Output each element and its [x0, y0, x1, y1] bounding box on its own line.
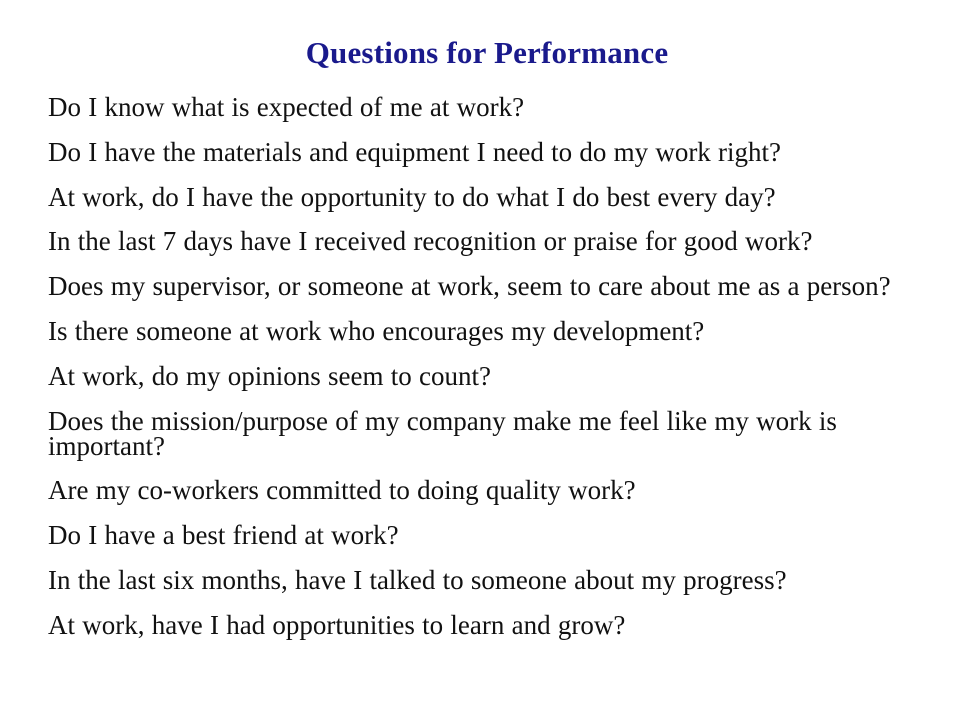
question-item: At work, do my opinions seem to count?	[48, 360, 491, 391]
question-item: Do I have a best friend at work?	[48, 520, 399, 551]
question-item: Do I know what is expected of me at work?	[48, 92, 525, 122]
page-title: Questions for Performance	[305, 35, 669, 70]
question-item: Does my supervisor, or someone at work, seem to care about me as a person?	[48, 271, 891, 302]
question-item: Does the mission/purpose of my company make me feel like my work is important?	[48, 405, 837, 461]
question-item: Are my co-workers committed to doing quality work?	[48, 475, 636, 506]
question-item: Is there someone at work who encourages my development?	[48, 315, 705, 346]
question-item: In the last 7 days have I received recognition or praise for good work?	[48, 226, 813, 257]
question-item: Do I have the materials and equipment I need to do my work right?	[48, 136, 782, 167]
question-item: At work, have I had opportunities to learn and grow?	[48, 609, 626, 640]
questions-list	[48, 92, 940, 658]
question-item: At work, do I have the opportunity to do what I do best every day?	[48, 181, 776, 212]
question-item: In the last six months, have I talked to someone about my progress?	[48, 564, 787, 595]
